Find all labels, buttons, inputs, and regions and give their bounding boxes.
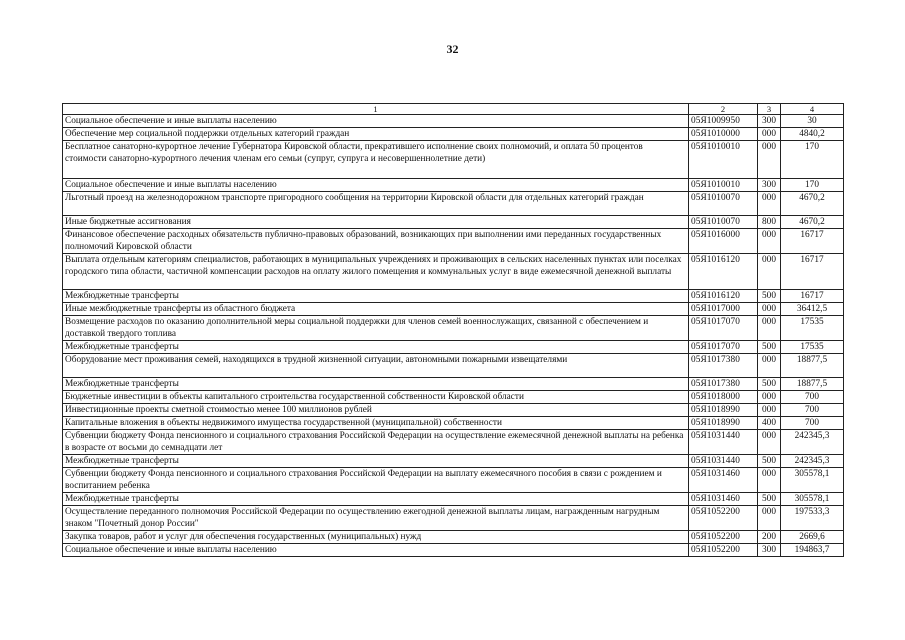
row-code: 05Я1017070 <box>689 341 758 354</box>
row-type: 000 <box>758 192 781 216</box>
row-type: 400 <box>758 417 781 430</box>
row-amount: 18877,5 <box>781 354 844 378</box>
table-row <box>63 544 844 557</box>
table-row <box>63 316 844 341</box>
row-amount: 30 <box>781 115 844 128</box>
row-code: 05Я1018990 <box>689 417 758 430</box>
row-amount: 17535 <box>781 316 844 341</box>
row-type: 800 <box>758 216 781 229</box>
row-name: Иные межбюджетные трансферты из областного бюджета <box>63 303 689 316</box>
table-row <box>63 303 844 316</box>
row-type: 500 <box>758 378 781 391</box>
row-name: Возмещение расходов по оказанию дополнительной меры социальной поддержки для членов семей военнослужащих, связанной с обеспечением и доставкой твердого топлива <box>63 316 689 341</box>
row-type: 000 <box>758 391 781 404</box>
row-code: 05Я1017380 <box>689 378 758 391</box>
row-name: Оборудование мест проживания семей, находящихся в трудной жизненной ситуации, автономными пожарными извещателями <box>63 354 689 378</box>
header-col-4: 4 <box>781 104 844 115</box>
row-name: Закупка товаров, работ и услуг для обеспечения государственных (муниципальных) нужд <box>63 531 689 544</box>
header-col-2: 2 <box>689 104 758 115</box>
row-amount: 170 <box>781 141 844 179</box>
row-name: Социальное обеспечение и иные выплаты населению <box>63 179 689 192</box>
row-name: Инвестиционные проекты сметной стоимостью менее 100 миллионов рублей <box>63 404 689 417</box>
row-code: 05Я1010070 <box>689 216 758 229</box>
row-amount: 36412,5 <box>781 303 844 316</box>
row-code: 05Я1052200 <box>689 506 758 531</box>
row-amount: 194863,7 <box>781 544 844 557</box>
row-amount: 16717 <box>781 290 844 303</box>
table-row <box>63 417 844 430</box>
row-code: 05Я1017380 <box>689 354 758 378</box>
row-type: 500 <box>758 455 781 468</box>
row-code: 05Я1017070 <box>689 316 758 341</box>
row-code: 05Я1010000 <box>689 128 758 141</box>
row-name: Льготный проезд на железнодорожном транспорте пригородного сообщения на территории Кировской области для отдельных категорий граждан <box>63 192 689 216</box>
table-row <box>63 378 844 391</box>
table-row <box>63 354 844 378</box>
row-amount: 17535 <box>781 341 844 354</box>
table-row <box>63 216 844 229</box>
table-row <box>63 290 844 303</box>
row-name: Субвенции бюджету Фонда пенсионного и социального страхования Российской Федерации на осуществление ежемесячной денежной выплаты на ребенка в возрасте от восьми до семнадцати лет <box>63 430 689 455</box>
row-name: Бесплатное санаторно-курортное лечение Губернатора Кировской области, прекратившего исполнение своих полномочий, и оплата 50 процентов стоимости санаторно-курортного лечения членам его семьи (супруг, супруга и несовершеннолетние дети) <box>63 141 689 179</box>
row-code: 05Я1016120 <box>689 290 758 303</box>
table-row <box>63 468 844 493</box>
row-code: 05Я1031440 <box>689 455 758 468</box>
row-code: 05Я1031440 <box>689 430 758 455</box>
table-row <box>63 341 844 354</box>
table-row <box>63 455 844 468</box>
row-name: Межбюджетные трансферты <box>63 341 689 354</box>
row-name: Субвенции бюджету Фонда пенсионного и социального страхования Российской Федерации на выплату ежемесячного пособия в связи с рождением и воспитанием ребенка <box>63 468 689 493</box>
row-code: 05Я1009950 <box>689 115 758 128</box>
row-amount: 700 <box>781 404 844 417</box>
row-code: 05Я1010010 <box>689 141 758 179</box>
row-type: 200 <box>758 531 781 544</box>
row-type: 500 <box>758 341 781 354</box>
row-amount: 4670,2 <box>781 216 844 229</box>
row-amount: 700 <box>781 417 844 430</box>
row-type: 300 <box>758 179 781 192</box>
row-code: 05Я1018000 <box>689 391 758 404</box>
table-row <box>63 141 844 179</box>
row-type: 000 <box>758 303 781 316</box>
row-code: 05Я1017000 <box>689 303 758 316</box>
table-row <box>63 128 844 141</box>
row-type: 300 <box>758 544 781 557</box>
row-code: 05Я1018990 <box>689 404 758 417</box>
row-amount: 242345,3 <box>781 455 844 468</box>
row-type: 000 <box>758 254 781 290</box>
row-type: 000 <box>758 229 781 254</box>
row-name: Осуществление переданного полномочия Российской Федерации по осуществлению ежегодной денежной выплаты лицам, награжденным нагрудным знаком "Почетный донор России" <box>63 506 689 531</box>
row-code: 05Я1052200 <box>689 531 758 544</box>
row-code: 05Я1010010 <box>689 179 758 192</box>
table-row <box>63 192 844 216</box>
row-amount: 16717 <box>781 229 844 254</box>
row-name: Социальное обеспечение и иные выплаты населению <box>63 115 689 128</box>
row-amount: 4840,2 <box>781 128 844 141</box>
row-amount: 197533,3 <box>781 506 844 531</box>
table-row <box>63 179 844 192</box>
row-type: 000 <box>758 404 781 417</box>
row-name: Финансовое обеспечение расходных обязательств публично-правовых образований, возникающих при выполнении ими переданных государственных полномочий Кировской области <box>63 229 689 254</box>
row-code: 05Я1031460 <box>689 493 758 506</box>
row-code: 05Я1016000 <box>689 229 758 254</box>
row-code: 05Я1010070 <box>689 192 758 216</box>
table-row <box>63 430 844 455</box>
row-amount: 18877,5 <box>781 378 844 391</box>
row-amount: 305578,1 <box>781 493 844 506</box>
header-col-1: 1 <box>63 104 689 115</box>
row-amount: 700 <box>781 391 844 404</box>
header-col-3: 3 <box>758 104 781 115</box>
row-amount: 305578,1 <box>781 468 844 493</box>
row-code: 05Я1016120 <box>689 254 758 290</box>
header-row <box>63 104 844 115</box>
row-name: Выплата отдельным категориям специалистов, работающих в муниципальных учреждениях и проживающих в сельских населенных пунктах или поселках городского типа области, частичной компенсации расходов на оплату жилого помещения и коммунальных услуг в виде ежемесячной денежной выплаты <box>63 254 689 290</box>
row-type: 000 <box>758 354 781 378</box>
row-name: Капитальные вложения в объекты недвижимого имущества государственной (муниципальной) собственности <box>63 417 689 430</box>
row-amount: 2669,6 <box>781 531 844 544</box>
page-number: 32 <box>446 42 459 56</box>
table-row <box>63 493 844 506</box>
table-row <box>63 531 844 544</box>
row-type: 000 <box>758 468 781 493</box>
row-name: Бюджетные инвестиции в объекты капитального строительства государственной собственности Кировской области <box>63 391 689 404</box>
table-row <box>63 229 844 254</box>
row-name: Обеспечение мер социальной поддержки отдельных категорий граждан <box>63 128 689 141</box>
budget-table <box>62 103 844 557</box>
row-code: 05Я1031460 <box>689 468 758 493</box>
row-code: 05Я1052200 <box>689 544 758 557</box>
row-name: Социальное обеспечение и иные выплаты населению <box>63 544 689 557</box>
row-name: Межбюджетные трансферты <box>63 493 689 506</box>
row-amount: 170 <box>781 179 844 192</box>
row-amount: 242345,3 <box>781 430 844 455</box>
table-row <box>63 115 844 128</box>
row-name: Межбюджетные трансферты <box>63 378 689 391</box>
row-type: 500 <box>758 493 781 506</box>
row-name: Межбюджетные трансферты <box>63 290 689 303</box>
table-row <box>63 404 844 417</box>
table-row <box>63 391 844 404</box>
row-type: 000 <box>758 506 781 531</box>
row-name: Межбюджетные трансферты <box>63 455 689 468</box>
row-type: 500 <box>758 290 781 303</box>
row-type: 000 <box>758 430 781 455</box>
row-type: 000 <box>758 316 781 341</box>
row-amount: 4670,2 <box>781 192 844 216</box>
row-amount: 16717 <box>781 254 844 290</box>
row-type: 000 <box>758 141 781 179</box>
table-row <box>63 506 844 531</box>
row-type: 300 <box>758 115 781 128</box>
table-row <box>63 254 844 290</box>
row-name: Иные бюджетные ассигнования <box>63 216 689 229</box>
row-type: 000 <box>758 128 781 141</box>
